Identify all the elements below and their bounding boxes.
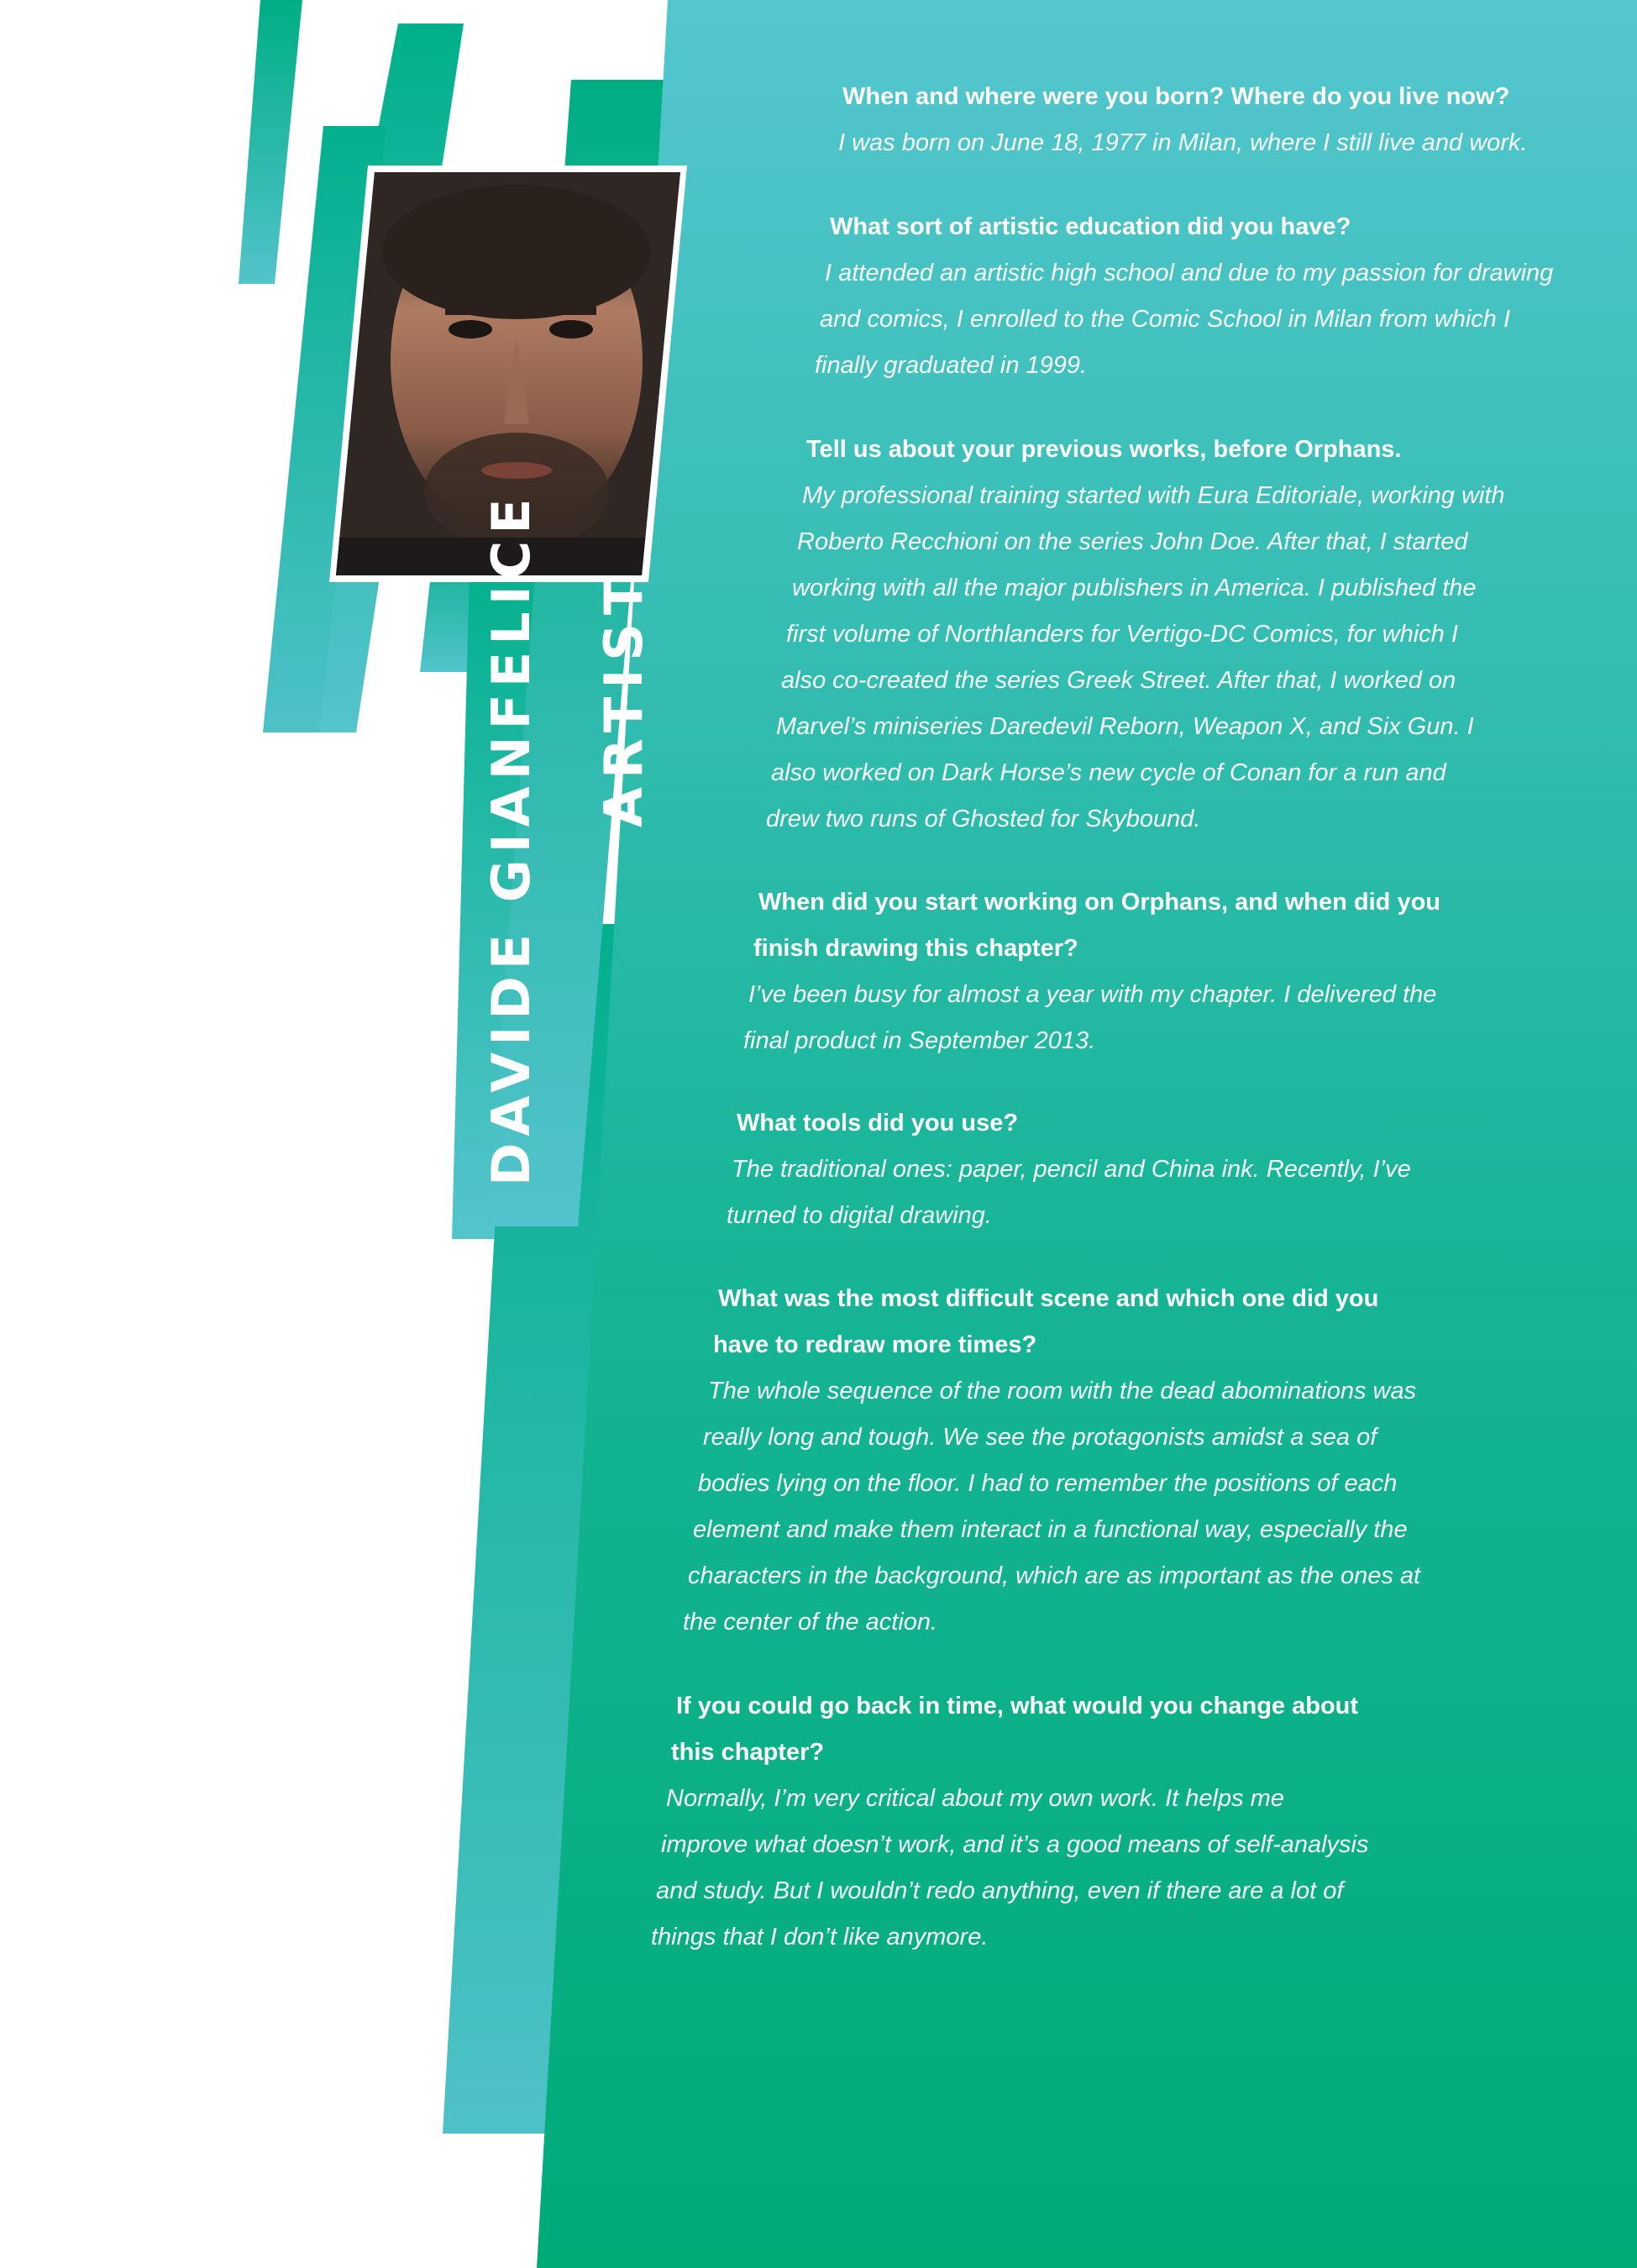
answer-text: I attended an artistic high school and due to my passion for drawing and comics, I enrolled to the Comic School in Milan from which I finally graduated in 1999.	[815, 260, 1554, 379]
question-text: If you could go back in time, what would you change about this chapter?	[671, 1693, 1359, 1766]
qa-item-4	[743, 879, 1514, 1064]
decor-stripe-1	[239, 0, 302, 284]
question-text: When and where were you born? Where do you live now?	[842, 83, 1510, 110]
answer-text: Normally, I’m very critical about my own work. It helps me improve what doesn’t work, and it’s a good means of self-analysis and study. But I wouldn’t redo anything, even if there are a lot of things that I don’t like anymore.	[651, 1785, 1369, 1950]
answer-text: My professional training started with Eura Editoriale, working with Roberto Recchioni on the series John Doe. After that, I started working with all the major publishers in America. I published the first volume of Northlanders for Vertigo-DC Comics, for which I also co-created the series Greek Street. After that, I worked on Marvel’s miniseries Daredevil Reborn, Weapon X, and Six Gun. I also worked on Dark Horse’s new cycle of Conan for a run and drew two runs of Ghosted for Skybound.	[766, 482, 1505, 832]
answer-text: The whole sequence of the room with the dead abominations was really long and tough. We see the protagonists amidst a sea of bodies lying on the floor. I had to remember the positions of each element and make them interact in a functional way, especially the characters in the background, which are as important as the ones at the center of the action.	[683, 1378, 1421, 1635]
question-text: What tools did you use?	[737, 1110, 1019, 1137]
qa-item-3	[766, 427, 1562, 843]
question-text: What sort of artistic education did you have?	[830, 213, 1351, 240]
question-text: What was the most difficult scene and which one did you have to redraw more times?	[713, 1285, 1379, 1358]
answer-text: I’ve been busy for almost a year with my chapter. I delivered the final product in September 2013.	[743, 981, 1437, 1054]
qa-item-1	[838, 74, 1598, 166]
qa-item-2	[815, 204, 1586, 389]
answer-text: The traditional ones: paper, pencil and China ink. Recently, I’ve turned to digital drawing.	[727, 1156, 1411, 1229]
artist-name: DAVIDE GIANFELICE	[480, 491, 542, 1186]
question-text: Tell us about your previous works, before Orphans.	[806, 436, 1402, 463]
qa-item-5	[727, 1100, 1493, 1239]
question-text: When did you start working on Orphans, and when did you finish drawing this chapter?	[753, 889, 1441, 962]
qa-item-7	[651, 1683, 1432, 1961]
artist-role: ARTIST	[593, 570, 654, 827]
answer-text: I was born on June 18, 1977 in Milan, where I still live and work.	[838, 129, 1528, 156]
qa-item-6	[683, 1276, 1474, 1646]
